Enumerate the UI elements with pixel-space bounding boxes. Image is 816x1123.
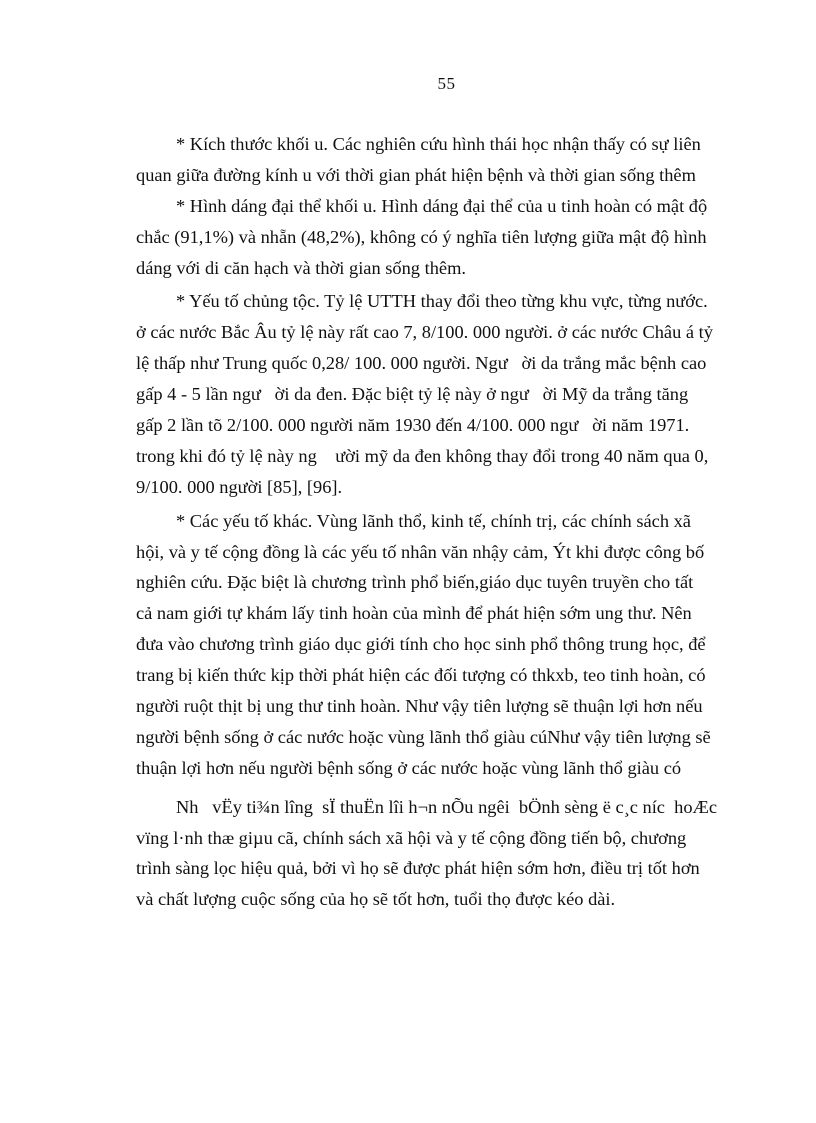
text-line: và chất lượng cuộc sống của họ sẽ tốt hơn, tuổi thọ được kéo dài. — [136, 889, 616, 910]
text-line: * Các yếu tố khác. Vùng lãnh thổ, kinh tế, chính trị, các chính sách xã — [176, 510, 691, 531]
paragraph-tumor-size — [136, 129, 768, 191]
text-line: đưa vào chương trình giáo dục giới tính cho học sinh phổ thông trung học, để — [136, 634, 706, 655]
text-line: gấp 2 lần tõ 2/100. 000 người năm 1930 đến 4/100. 000 ngư ời năm 1971. — [136, 415, 690, 436]
text-line: quan giữa đường kính u với thời gian phát hiện bệnh và thời gian sống thêm — [136, 164, 696, 185]
body-text — [136, 129, 768, 915]
text-line: * Yếu tố chủng tộc. Tỷ lệ UTTH thay đổi theo từng khu vực, từng nước. — [176, 291, 708, 312]
paragraph-other-factors — [136, 506, 768, 784]
text-line: người ruột thịt bị ung thư tinh hoàn. Như vậy tiên lượng sẽ thuận lợi hơn nếu — [136, 696, 703, 717]
paragraph-conclusion — [136, 792, 768, 916]
text-line: ở các nước Bắc Âu tỷ lệ này rất cao 7, 8/100. 000 người. ở các nước Châu á tỷ — [136, 322, 713, 343]
text-line: hội, và y tế cộng đồng là các yếu tố nhân văn nhậy cảm, Ýt khi được công bố — [136, 541, 705, 562]
text-line: * Kích thước khối u. Các nghiên cứu hình thái học nhận thấy có sự liên — [176, 134, 701, 154]
text-line: gấp 4 - 5 lần ngư ời da đen. Đặc biệt tỷ lệ này ở ngư ời Mỹ da trắng tăng — [136, 384, 689, 405]
text-line: lệ thấp như Trung quốc 0,28/ 100. 000 người. Ngư ời da trắng mắc bệnh cao — [136, 353, 707, 374]
text-line: trang bị kiến thức kịp thời phát hiện các đối tượng có thkxb, teo tinh hoàn, có — [136, 665, 706, 686]
text-line: cả nam giới tự khám lấy tinh hoàn của mình để phát hiện sớm ung thư. Nên — [136, 603, 692, 624]
text-line: Nh vËy ti¾n lîng sÏ thuËn lîi h¬n nÕu ngêi bÖnh sèng ë c¸c níc hoÆc — [176, 796, 718, 817]
text-line: 9/100. 000 người [85], [96]. — [136, 476, 343, 497]
text-line: nghiên cứu. Đặc biệt là chương trình phổ biến,giáo dục tuyên truyền cho tất — [136, 572, 694, 593]
paragraph-tumor-shape — [136, 191, 768, 284]
text-line: * Hình dáng đại thể khối u. Hình dáng đại thể của u tinh hoàn có mật độ — [176, 195, 708, 216]
text-line: trong khi đó tỷ lệ này ng ười mỹ da đen không thay đổi trong 40 năm qua 0, — [136, 445, 709, 466]
text-line: vïng l·nh thæ giµu cã, chính sách xã hội và y tế cộng đồng tiến bộ, chương — [136, 827, 687, 848]
text-line: người bệnh sống ở các nước hoặc vùng lãnh thổ giàu cúNhư vậy tiên lượng sẽ — [136, 726, 711, 747]
text-line: thuận lợi hơn nếu người bệnh sống ở các nước hoặc vùng lãnh thổ giàu có — [136, 757, 682, 778]
paragraph-ethnicity — [136, 286, 768, 502]
text-line: dáng với di căn hạch và thời gian sống thêm. — [136, 257, 466, 278]
text-line: chắc (91,1%) và nhẵn (48,2%), không có ý nghĩa tiên lượng giữa mật độ hình — [136, 226, 707, 247]
page-number: 55 — [437, 74, 456, 93]
text-line: trình sàng lọc hiệu quả, bởi vì họ sẽ được phát hiện sớm hơn, điều trị tốt hơn — [136, 858, 700, 879]
